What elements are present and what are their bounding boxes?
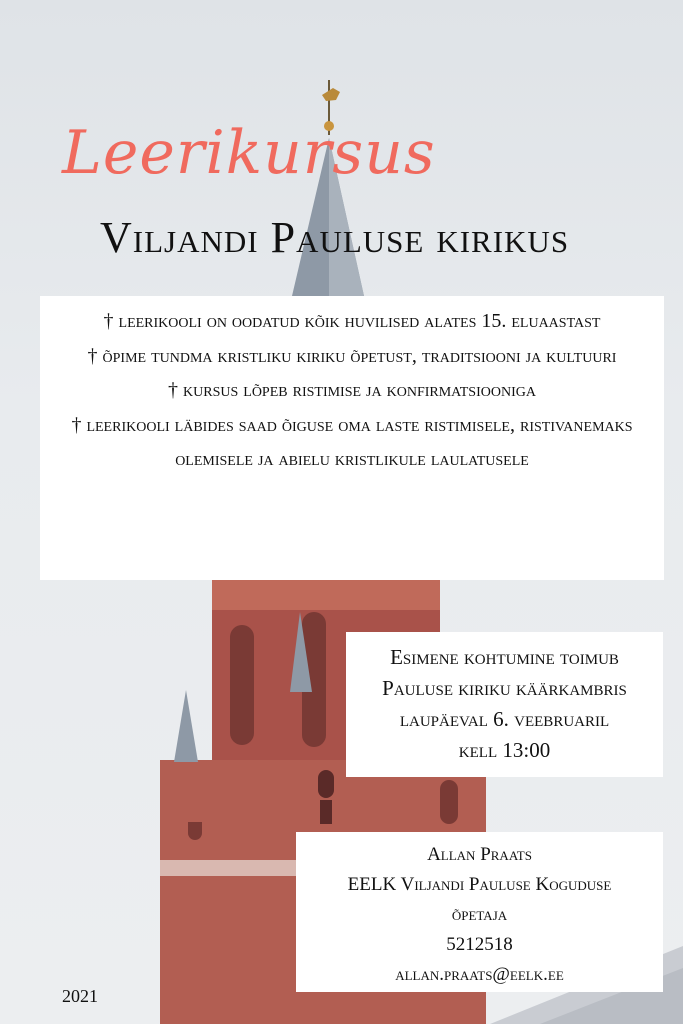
info-card [40,296,664,580]
info-item: † kursus lõpeb ristimise ja konfirmatsiooniga [168,379,536,401]
contact-organization: EELK Viljandi Pauluse Koguduse [347,874,612,895]
contact-role: õpetaja [451,904,508,925]
meeting-line: laupäeval 6. veebruaril [399,707,610,731]
contact-card [296,832,663,992]
meeting-line: Esimene kohtumine toimub [390,645,619,669]
meeting-line: kell 13:00 [458,738,551,762]
info-item: † leerikooli läbides saad õiguse oma laste ristimisele, ristivanemaks olemisele ja abielu kristlikule laulatusele [71,413,633,470]
contact-email: allan.praats@eelk.ee [395,964,564,985]
church-title: Viljandi Pauluse kirikus [100,213,570,262]
contact-name: Allan Praats [427,844,532,865]
year-label: 2021 [62,986,98,1006]
meeting-card [346,632,663,777]
meeting-line: Pauluse kiriku käärkambris [382,676,627,700]
course-title: Leerikursus [62,118,436,188]
info-item: † leerikooli on oodatud kõik huvilised alates 15. eluaastast [103,310,601,332]
contact-phone: 5212518 [446,934,513,955]
info-item: † õpime tundma kristliku kiriku õpetust, traditsiooni ja kultuuri [87,344,617,367]
